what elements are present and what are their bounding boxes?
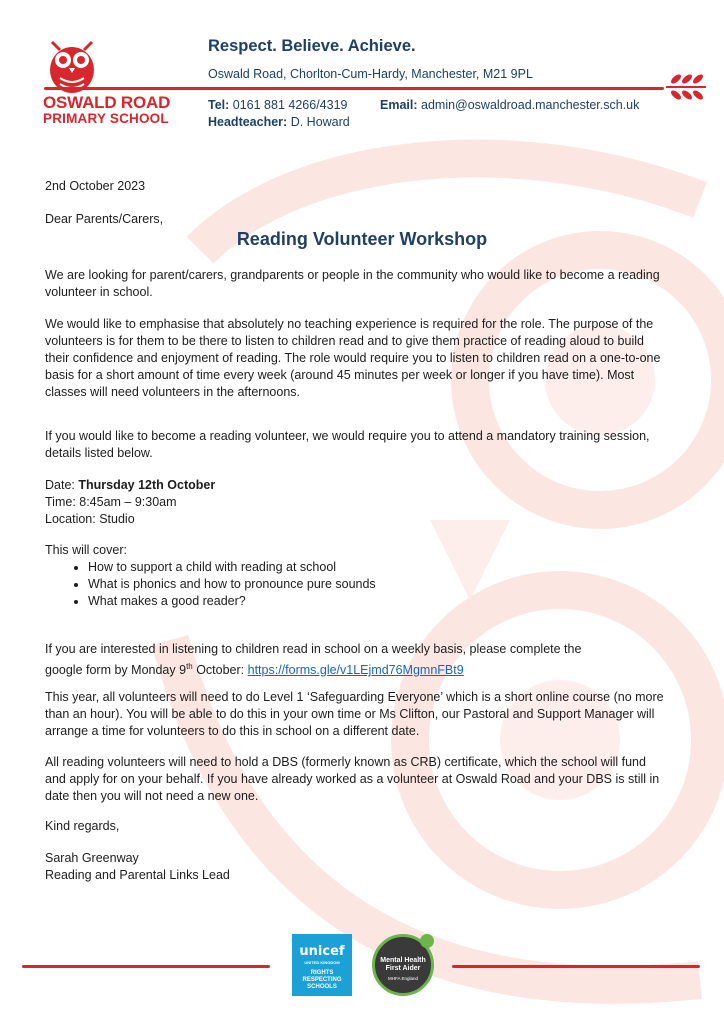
paragraph-google-form [45,641,665,679]
contact-email [380,98,639,112]
deadline-ordinal: th [186,662,193,671]
unicef-name: unicef [299,944,345,959]
mhfa-badge-icon [420,934,434,948]
header-divider [44,87,664,90]
session-time: Time: 8:45am – 9:30am [45,495,177,509]
school-name-line2: PRIMARY SCHOOL [43,111,169,126]
session-date-label: Date: [45,478,79,492]
salutation: Dear Parents/Carers, [45,212,164,226]
list-item: • How to support a child with reading at school [88,559,376,576]
signer-role: Reading and Parental Links Lead [45,868,230,882]
cover-list [66,559,376,610]
letter-title: Reading Volunteer Workshop [236,229,488,249]
session-date-value: Thursday 12th October [78,478,216,492]
list-item: • What is phonics and how to pronounce pure sounds [88,576,376,593]
signoff: Kind regards, [45,819,120,833]
school-motto: Respect. Believe. Achieve. [208,37,416,55]
unicef-sub: UNITED KINGDOM [304,960,340,965]
footer-divider-left [22,965,270,968]
letter-date: 2nd October 2023 [45,179,146,193]
mhfa-sub: MHFA England [387,976,419,981]
paragraph-dbs: All reading volunteers will need to hold a DBS (formerly known as CRB) certificate, which the school will fund and apply for on your behalf. If you have already worked as a volunteer at Oswald Road and your DBS is still in date then you will not need a new one. [45,755,660,803]
google-form-link[interactable]: https://forms.gle/v1LEjmd76MgmnFBt9 [247,663,464,678]
school-name-line1: OSWALD ROAD [43,93,171,112]
school-address: Oswald Road, Chorlton-Cum-Hardy, Manchester, M21 9PL [208,67,533,81]
signer-name: Sarah Greenway [45,851,139,865]
cover-intro: This will cover: [45,543,127,557]
google-form-line1: If you are interested in listening to children read in school on a weekly basis, please complete the [45,642,582,656]
tel-value: 0161 881 4266/4319 [232,98,348,112]
headteacher-label: Headteacher: [208,115,288,129]
owl-logo-icon [46,38,98,94]
deadline-text: google form by Monday 9 [45,663,187,678]
google-form-line2 [45,658,665,679]
paragraph-intro: We are looking for parent/carers, grandparents or people in the community who would like to become a reading volunteer in school. [45,268,660,299]
unicef-rrs-logo [292,934,352,996]
email-label: Email: [380,98,418,112]
paragraph-role: We would like to emphasise that absolutely no teaching experience is required for the role. The purpose of the volunteers is for them to be there to listen to children read and to give them practice of reading aloud to build their confidence and enjoyment of reading. The role would require you to listen to children read on a one-to-one basis for a short amount of time every week (around 45 minutes per week or longer if you have time). Most classes will need volunteers in the afternoons. [45,317,661,399]
paragraph-training: If you would like to become a reading volunteer, we would require you to attend a mandatory training session, details listed below. [45,429,650,460]
mhfa-title: Mental Health First Aider [380,957,426,972]
session-location: Location: Studio [45,512,135,526]
mhfa-logo [372,934,434,996]
deadline-month: October: [192,663,248,678]
email-value: admin@oswaldroad.manchester.sch.uk [421,98,640,112]
footer-divider-right [452,965,700,968]
contact-telephone [208,98,347,112]
session-date [45,477,215,494]
list-item: • What makes a good reader? [88,593,376,610]
leaves-icon [664,70,708,104]
tel-label: Tel: [208,98,230,112]
unicef-badge-text: RIGHTS RESPECTING SCHOOLS [302,970,342,990]
school-logo-text [43,95,170,127]
headteacher-value: D. Howard [290,115,350,129]
contact-headteacher [208,115,350,129]
paragraph-safeguarding: This year, all volunteers will need to do Level 1 ‘Safeguarding Everyone’ which is a short online course (no more than an hour). You will be able to do this in your own time or Ms Clifton, our Pastoral and Support Manager will arrange a time for volunteers to do this in school on a different date. [45,690,664,738]
